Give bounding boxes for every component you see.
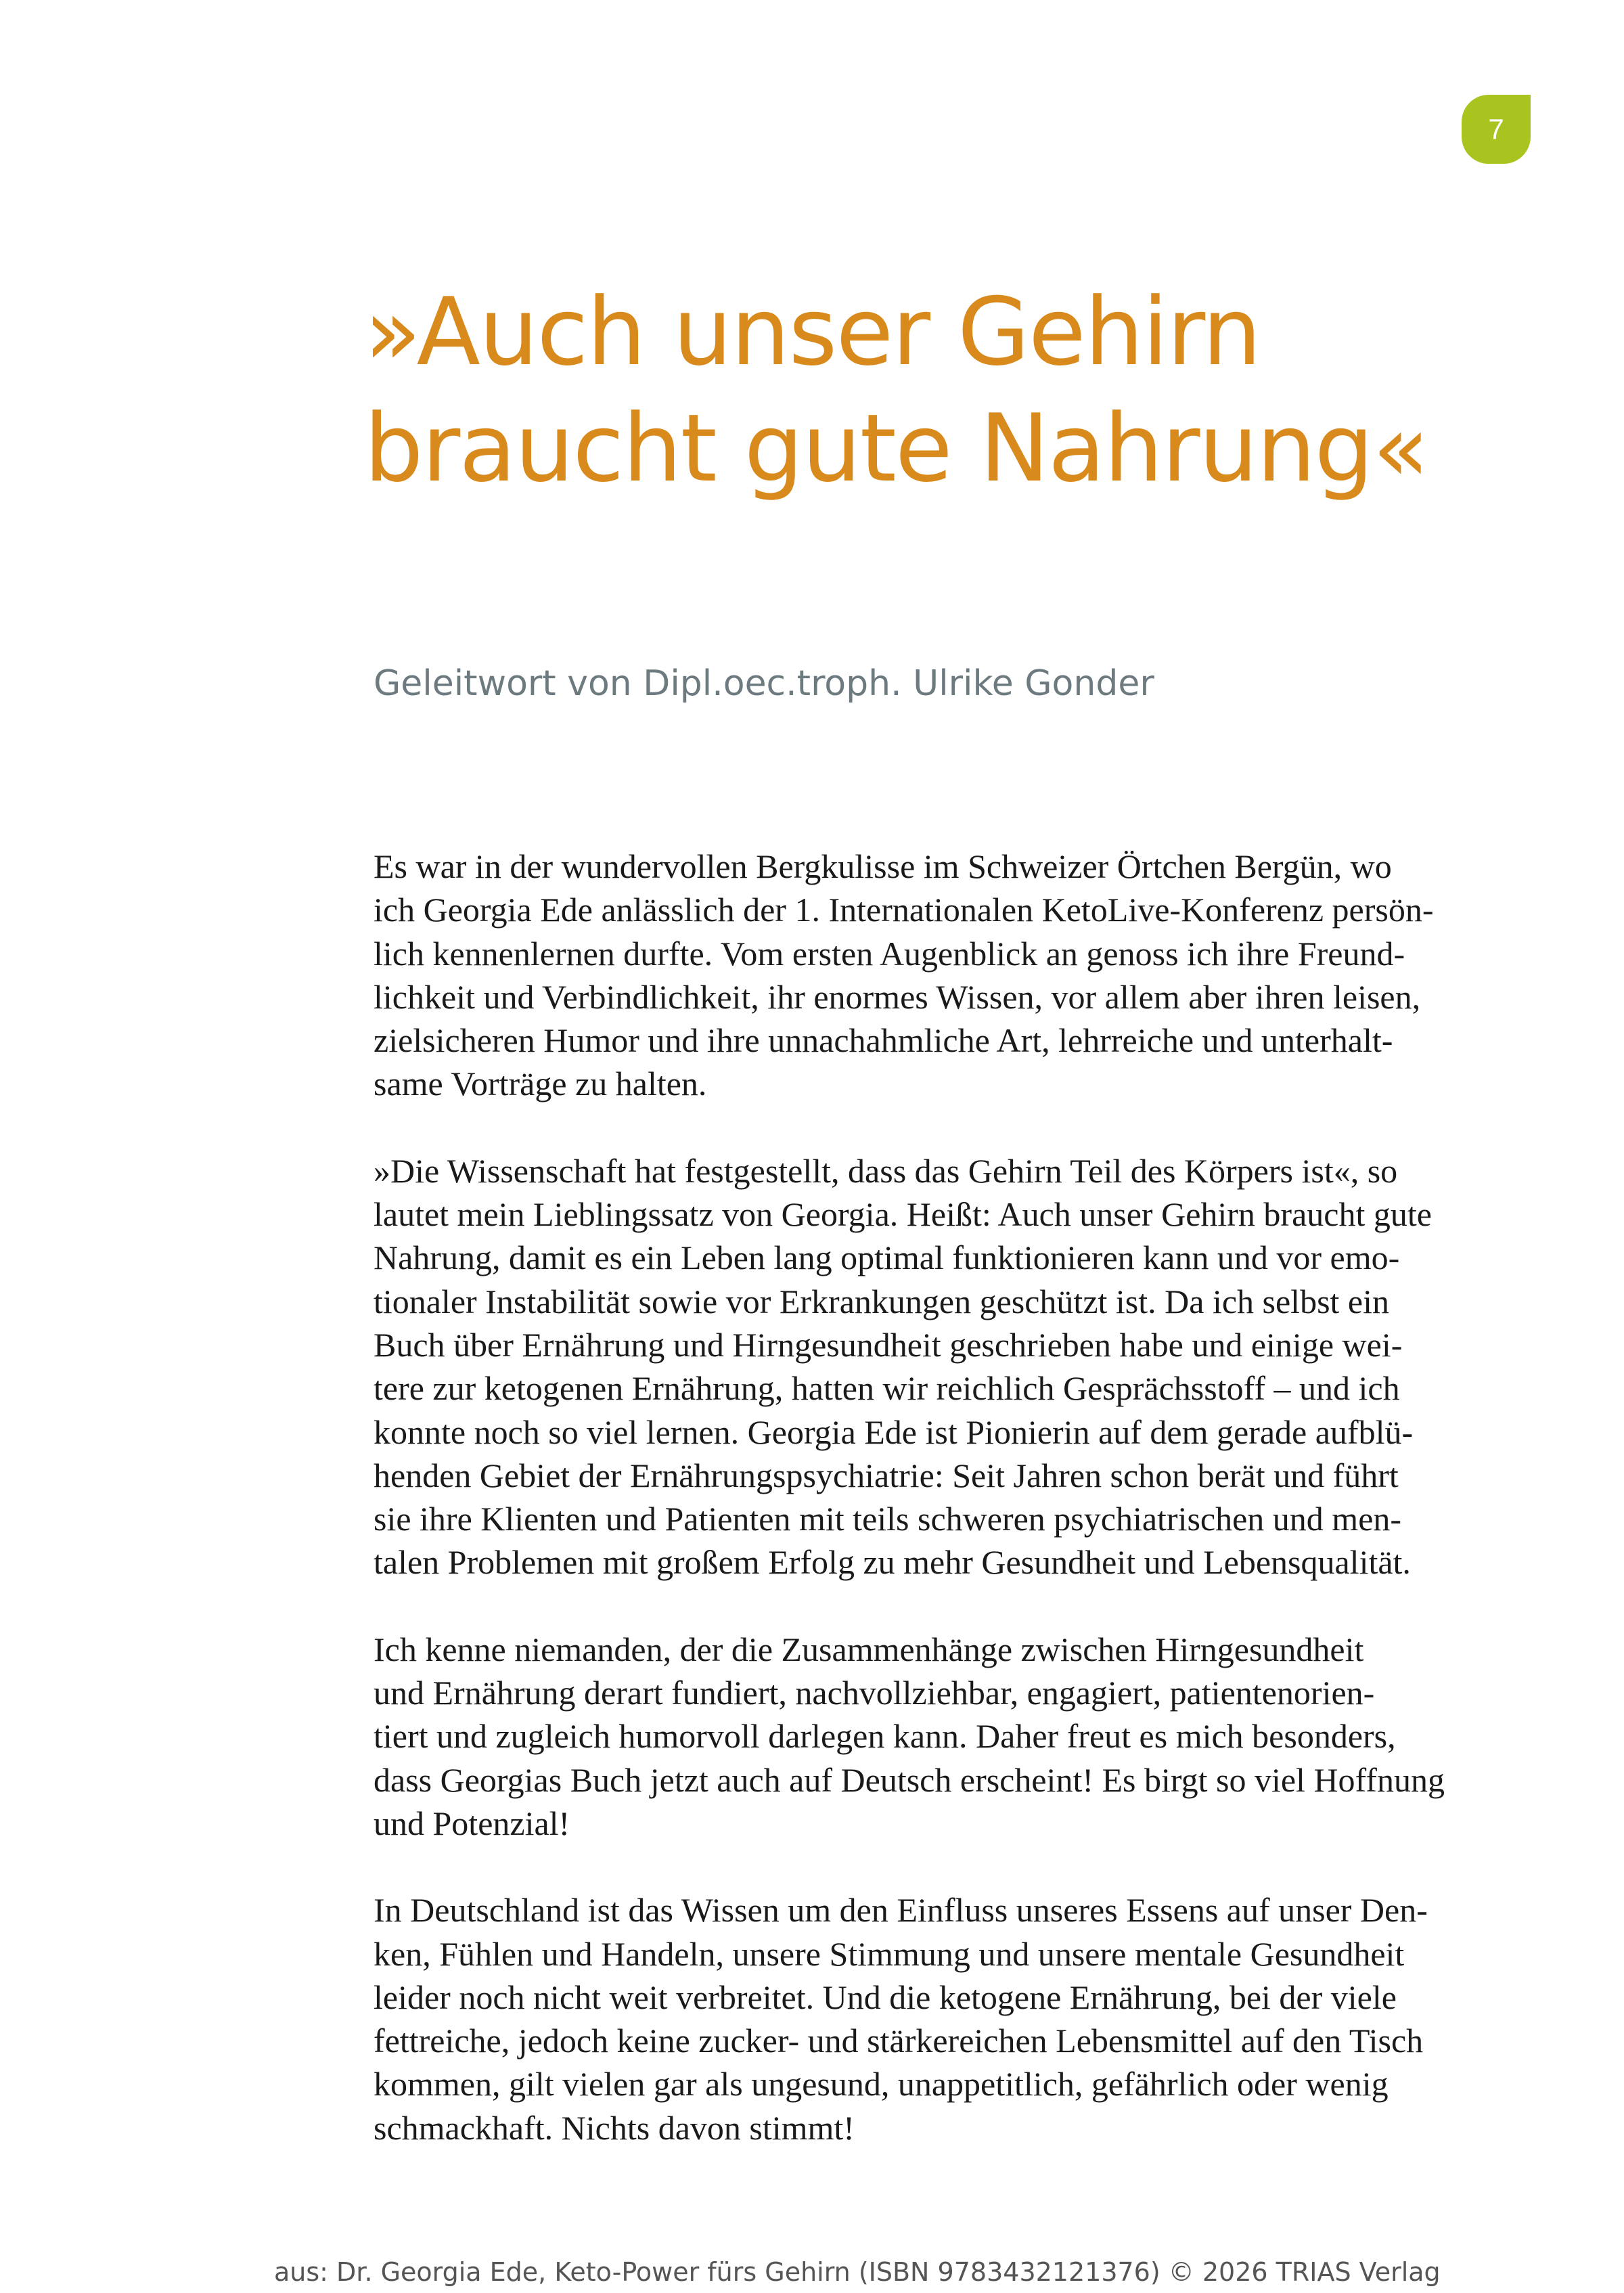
page-footer: aus: Dr. Georgia Ede, Keto-Power fürs Gehirn (ISBN 9783432121376) © 2026 TRIAS Verlag	[274, 2257, 1441, 2287]
paragraph	[374, 845, 1470, 1106]
text-line: sie ihre Klienten und Patienten mit teils schweren psychiatrischen und men-	[374, 1500, 1402, 1538]
text-line: konnte noch so viel lernen. Georgia Ede ist Pionierin auf dem gerade aufblü-	[374, 1412, 1414, 1451]
text-line: ken, Fühlen und Handeln, unsere Stimmung und unsere mentale Gesundheit	[374, 1934, 1405, 1973]
page-number-badge	[1462, 95, 1531, 164]
text-line: tionaler Instabilität sowie vor Erkrankungen geschützt ist. Da ich selbst ein	[374, 1282, 1390, 1320]
body-text	[374, 845, 1470, 2193]
text-line: henden Gebiet der Ernährungspsychiatrie: Seit Jahren schon berät und führt	[374, 1456, 1399, 1494]
text-line: Nahrung, damit es ein Leben lang optimal funktionieren kann und vor emo-	[374, 1239, 1400, 1277]
text-line: zielsicheren Humor und ihre unnachahmliche Art, lehrreiche und unterhalt-	[374, 1021, 1393, 1060]
text-line: dass Georgias Buch jetzt auch auf Deutsch erscheint! Es birgt so viel Hoffnung	[374, 1760, 1445, 1799]
text-line: Ich kenne niemanden, der die Zusammenhänge zwischen Hirngesundheit	[374, 1630, 1364, 1668]
text-line: tiert und zugleich humorvoll darlegen kann. Daher freut es mich besonders,	[374, 1717, 1396, 1756]
text-line: lichkeit und Verbindlichkeit, ihr enormes Wissen, vor allem aber ihren leisen,	[374, 977, 1421, 1016]
text-line: same Vorträge zu halten.	[374, 1065, 707, 1103]
chapter-subtitle: Geleitwort von Dipl.oec.troph. Ulrike Gonder	[374, 663, 1154, 704]
text-line: tere zur ketogenen Ernährung, hatten wir reichlich Gesprächsstoff – und ich	[374, 1369, 1400, 1408]
text-line: fettreiche, jedoch keine zucker- und stärkereichen Lebensmittel auf den Tisch	[374, 2022, 1424, 2060]
chapter-title	[364, 274, 1428, 507]
page-number: 7	[1488, 113, 1504, 145]
text-line: lich kennenlernen durfte. Vom ersten Augenblick an genoss ich ihre Freund-	[374, 934, 1405, 973]
paragraph	[374, 1888, 1470, 2150]
text-line: ich Georgia Ede anlässlich der 1. Internationalen KetoLive-Konferenz persön-	[374, 891, 1434, 929]
text-line: und Potenzial!	[374, 1804, 570, 1842]
text-line: lautet mein Lieblingssatz von Georgia. Heißt: Auch unser Gehirn braucht gute	[374, 1195, 1432, 1234]
text-line: kommen, gilt vielen gar als ungesund, unappetitlich, gefährlich oder wenig	[374, 2065, 1389, 2103]
text-line: In Deutschland ist das Wissen um den Einfluss unseres Essens auf unser Den-	[374, 1891, 1428, 1930]
text-line: und Ernährung derart fundiert, nachvollziehbar, engagiert, patientenorien-	[374, 1674, 1375, 1712]
text-line: leider noch nicht weit verbreitet. Und die ketogene Ernährung, bei der viele	[374, 1978, 1397, 2016]
title-line: »Auch unser Gehirn	[364, 277, 1261, 386]
title-line: braucht gute Nahrung«	[364, 394, 1428, 503]
text-line: schmackhaft. Nichts davon stimmt!	[374, 2108, 855, 2147]
paragraph	[374, 1149, 1470, 1584]
text-line: »Die Wissenschaft hat festgestellt, dass das Gehirn Teil des Körpers ist«, so	[374, 1151, 1398, 1190]
text-line: Buch über Ernährung und Hirngesundheit geschrieben habe und einige wei-	[374, 1325, 1403, 1364]
text-line: Es war in der wundervollen Bergkulisse im Schweizer Örtchen Bergün, wo	[374, 847, 1392, 885]
paragraph	[374, 1628, 1470, 1845]
text-line: talen Problemen mit großem Erfolg zu mehr Gesundheit und Lebensqualität.	[374, 1543, 1411, 1582]
